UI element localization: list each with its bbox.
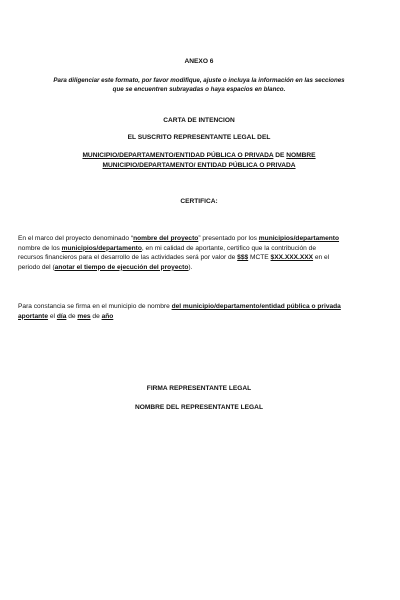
signature-label <box>18 384 380 394</box>
letter-title <box>18 116 380 126</box>
signing-place-field-cont[interactable]: aportante <box>18 312 49 320</box>
presenter-name-field[interactable]: municipios/departamento <box>61 244 142 252</box>
instructions-line-2: que se encuentren subrayadas o haya espacios en blanco. <box>112 86 286 94</box>
text-run: nombre de los <box>18 244 62 252</box>
text-run: en el <box>313 254 330 262</box>
paragraph-project-line-2 <box>18 244 380 254</box>
text-run: , en mi calidad de aportante, certifico que la contribución de <box>141 244 316 252</box>
month-field[interactable]: mes <box>77 312 91 320</box>
text-run: ” presentado por los <box>198 235 259 242</box>
instructions-line-1: Para diligenciar este formato, por favor modifique, ajuste o incluya la información en las secciones <box>53 77 345 84</box>
undersigned-heading <box>18 133 380 143</box>
annex-label: ANEXO 6 <box>184 58 214 65</box>
entity-line-2[interactable]: MUNICIPIO/DEPARTAMENTO/ ENTIDAD PÚBLICA O PRIVADA <box>102 161 296 169</box>
paragraph-signing-line-1 <box>18 302 380 312</box>
certifies-heading <box>18 197 380 207</box>
entity-field-name[interactable]: NOMBRE <box>286 152 316 159</box>
paragraph-project-line-1 <box>18 234 380 244</box>
execution-time-field[interactable]: anotar el tiempo de ejecución del proyecto <box>54 263 189 271</box>
entity-block <box>18 151 380 170</box>
representative-name-text[interactable]: NOMBRE DEL REPRESENTANTE LEGAL <box>135 404 263 411</box>
annex-heading <box>18 57 380 67</box>
paragraph-project-line-3 <box>18 253 380 263</box>
text-run: de <box>90 312 102 320</box>
entity-connector: DE <box>273 152 287 159</box>
paragraph-signing <box>18 302 380 321</box>
signature-text: FIRMA REPRESENTANTE LEGAL <box>146 385 252 392</box>
text-run: En el marco del proyecto denominado “ <box>18 235 134 242</box>
text-run: Para constancia se firma en el municipio de nombre <box>18 303 172 310</box>
text-run: recursos financieros para el desarrollo de las actividades será por valor de <box>18 254 238 262</box>
representative-name <box>18 403 380 413</box>
amount-number-field[interactable]: $XX.XXX.XXX <box>270 254 314 262</box>
undersigned-text: EL SUSCRITO REPRESENTANTE LEGAL DEL <box>127 134 271 141</box>
paragraph-project-line-4 <box>18 263 380 273</box>
entity-field-type[interactable]: MUNICIPIO/DEPARTAMENTO/ENTIDAD PÚBLICA O PRIVADA <box>82 152 274 159</box>
text-run: MCTE <box>248 254 271 262</box>
paragraph-project <box>18 234 380 272</box>
certifies-text: CERTIFICA: <box>180 198 218 205</box>
text-run: ). <box>188 263 193 271</box>
entity-line-1 <box>18 151 380 161</box>
letter-title-text: CARTA DE INTENCION <box>163 117 235 124</box>
signing-place-field[interactable]: del municipio/departamento/entidad pública o privada <box>171 303 341 310</box>
amount-words-field[interactable]: $$$ <box>237 254 249 262</box>
project-name-field[interactable]: nombre del proyecto <box>133 235 199 242</box>
text-run: el <box>48 312 57 320</box>
instructions <box>18 76 380 94</box>
day-field[interactable]: día <box>56 312 67 320</box>
presenter-field[interactable]: municipios/departamento <box>258 235 340 242</box>
text-run: periodo del ( <box>18 263 55 271</box>
paragraph-signing-line-2 <box>18 312 380 322</box>
text-run: de <box>66 312 78 320</box>
year-field[interactable]: año <box>101 312 114 320</box>
